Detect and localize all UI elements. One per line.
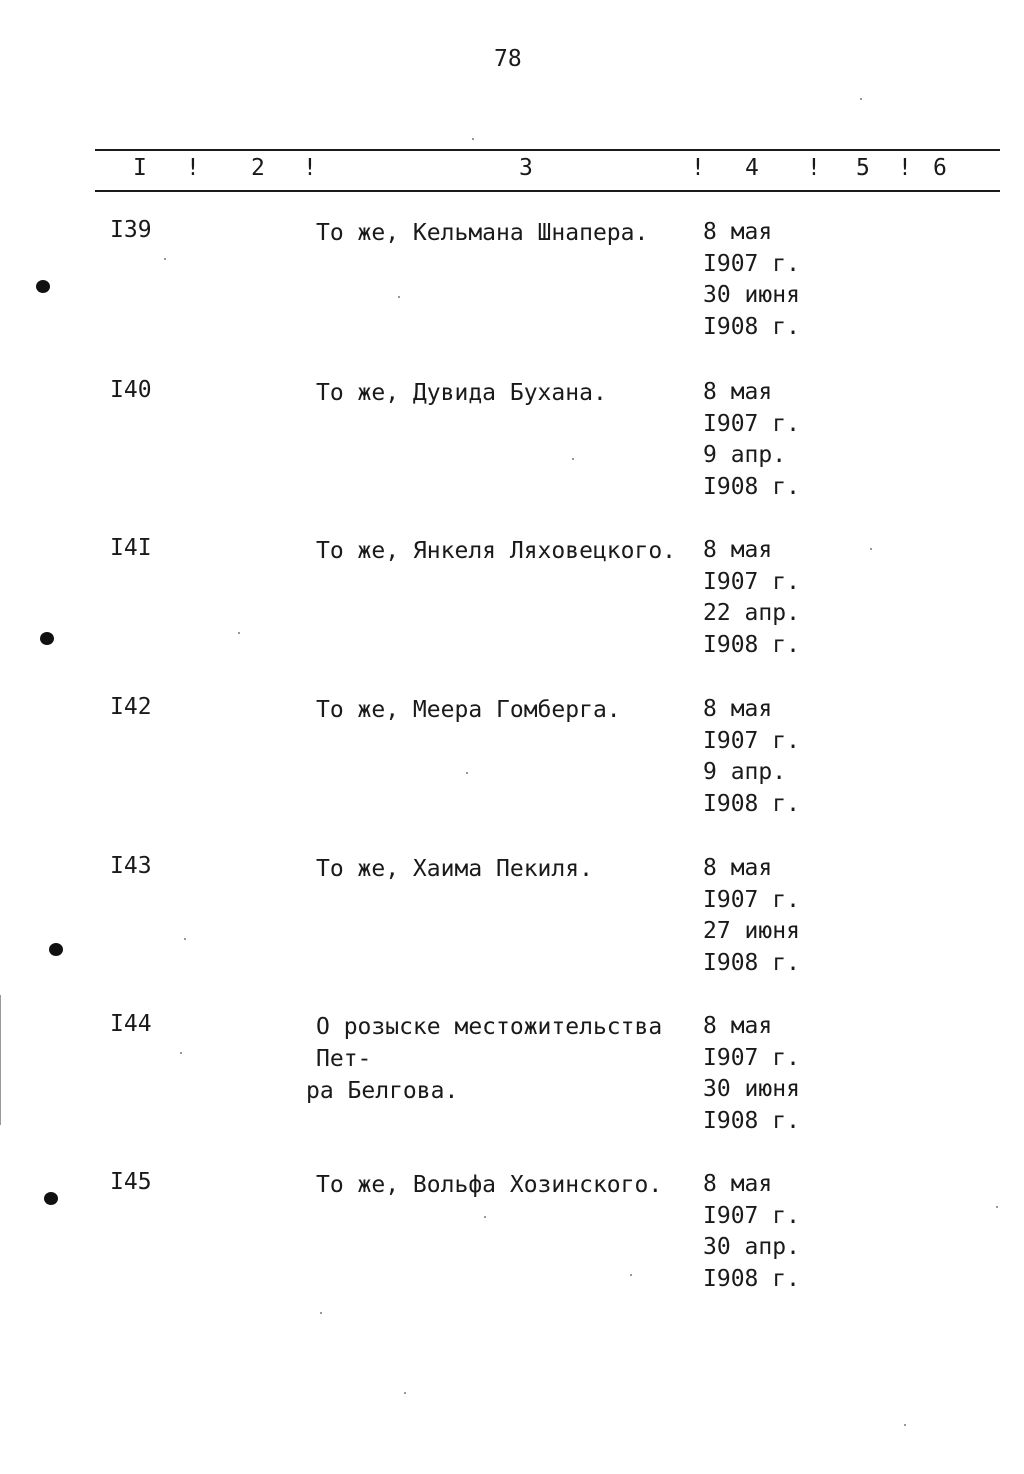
page-number: 78 [494, 46, 522, 72]
date-start-day: 8 мая [703, 537, 773, 563]
row-description-text: То же, Дувида Бухана. [316, 380, 607, 406]
scan-speck [184, 938, 186, 940]
row-description-text: То же, Кельмана Шнапера. [316, 220, 649, 246]
punch-hole [40, 632, 54, 645]
scan-speck [870, 548, 872, 550]
row-description [316, 694, 706, 726]
scan-speck [466, 772, 468, 774]
row-description-text: То же, Вольфа Хозинского. [316, 1172, 663, 1198]
row-dates [703, 377, 800, 503]
date-end-year: I908 г. [703, 473, 800, 500]
row-dates [703, 694, 800, 820]
table-row [0, 217, 1024, 357]
scan-speck [996, 1206, 998, 1208]
header-col-1: I [133, 155, 147, 181]
header-col-2: 2 [251, 155, 265, 181]
date-end-day: 9 апр. [703, 442, 787, 468]
table-top-rule [95, 149, 1000, 151]
date-end-year: I908 г. [703, 790, 800, 817]
scan-speck [860, 98, 862, 100]
date-end-year: I908 г. [703, 631, 800, 658]
date-start-day: 8 мая [703, 696, 773, 722]
row-description-text: То же, Хаима Пекиля. [316, 856, 593, 882]
scan-speck [164, 258, 166, 260]
row-number: I4I [110, 535, 152, 561]
date-end-day: 9 апр. [703, 759, 787, 785]
row-dates [703, 1011, 800, 1137]
header-separator: ! [807, 155, 821, 181]
scan-speck [320, 1312, 322, 1314]
header-separator: ! [691, 155, 705, 181]
row-dates [703, 217, 800, 343]
scan-edge-line [0, 995, 1, 1125]
scan-speck [484, 1216, 486, 1218]
date-end-day: 27 июня [703, 918, 800, 944]
row-description [316, 1169, 706, 1201]
date-start-year: I907 г. [703, 568, 800, 595]
date-start-year: I907 г. [703, 410, 800, 437]
row-number: I40 [110, 377, 152, 403]
row-description-continuation: ра Белгова. [306, 1078, 459, 1104]
row-description-text: О розыске местожительства Пет- [316, 1014, 663, 1072]
table-row [0, 377, 1024, 517]
scan-speck [572, 458, 574, 460]
scan-speck [238, 632, 240, 634]
row-dates [703, 535, 800, 661]
row-description-text: То же, Янкеля Ляховецкого. [316, 538, 677, 564]
date-start-day: 8 мая [703, 1013, 773, 1039]
header-col-3: 3 [519, 155, 533, 181]
row-description [316, 853, 706, 885]
row-number: I42 [110, 694, 152, 720]
header-separator: ! [186, 155, 200, 181]
table-row [0, 853, 1024, 993]
table-row [0, 1169, 1024, 1309]
date-end-year: I908 г. [703, 1107, 800, 1134]
date-start-day: 8 мая [703, 219, 773, 245]
scan-speck [630, 1274, 632, 1276]
row-description-text: То же, Меера Гомберга. [316, 697, 621, 723]
date-end-day: 30 июня [703, 282, 800, 308]
table-row [0, 1011, 1024, 1151]
scan-speck [472, 138, 474, 140]
row-dates [703, 1169, 800, 1295]
header-col-6: 6 [933, 155, 947, 181]
date-end-year: I908 г. [703, 949, 800, 976]
row-number: I44 [110, 1011, 152, 1037]
scan-speck [180, 1052, 182, 1054]
row-dates [703, 853, 800, 979]
header-col-5: 5 [856, 155, 870, 181]
header-separator: ! [898, 155, 912, 181]
date-start-year: I907 г. [703, 1044, 800, 1071]
scan-speck [404, 1392, 406, 1394]
scan-speck [904, 1424, 906, 1426]
row-description [316, 217, 706, 249]
date-start-day: 8 мая [703, 1171, 773, 1197]
table-row [0, 694, 1024, 834]
scan-speck [398, 296, 400, 298]
row-description [306, 1011, 706, 1107]
date-start-year: I907 г. [703, 727, 800, 754]
row-number: I39 [110, 217, 152, 243]
punch-hole [44, 1192, 58, 1205]
date-start-day: 8 мая [703, 379, 773, 405]
punch-hole [36, 280, 50, 293]
date-end-day: 22 апр. [703, 600, 800, 626]
row-number: I43 [110, 853, 152, 879]
date-start-year: I907 г. [703, 250, 800, 277]
row-description [316, 535, 706, 567]
date-end-day: 30 июня [703, 1076, 800, 1102]
date-start-year: I907 г. [703, 886, 800, 913]
row-description [316, 377, 706, 409]
header-col-4: 4 [745, 155, 759, 181]
date-end-day: 30 апр. [703, 1234, 800, 1260]
table-header-rule [95, 190, 1000, 192]
table-row [0, 535, 1024, 675]
row-number: I45 [110, 1169, 152, 1195]
date-start-day: 8 мая [703, 855, 773, 881]
date-start-year: I907 г. [703, 1202, 800, 1229]
date-end-year: I908 г. [703, 1265, 800, 1292]
punch-hole [49, 943, 63, 956]
date-end-year: I908 г. [703, 313, 800, 340]
header-separator: ! [303, 155, 317, 181]
